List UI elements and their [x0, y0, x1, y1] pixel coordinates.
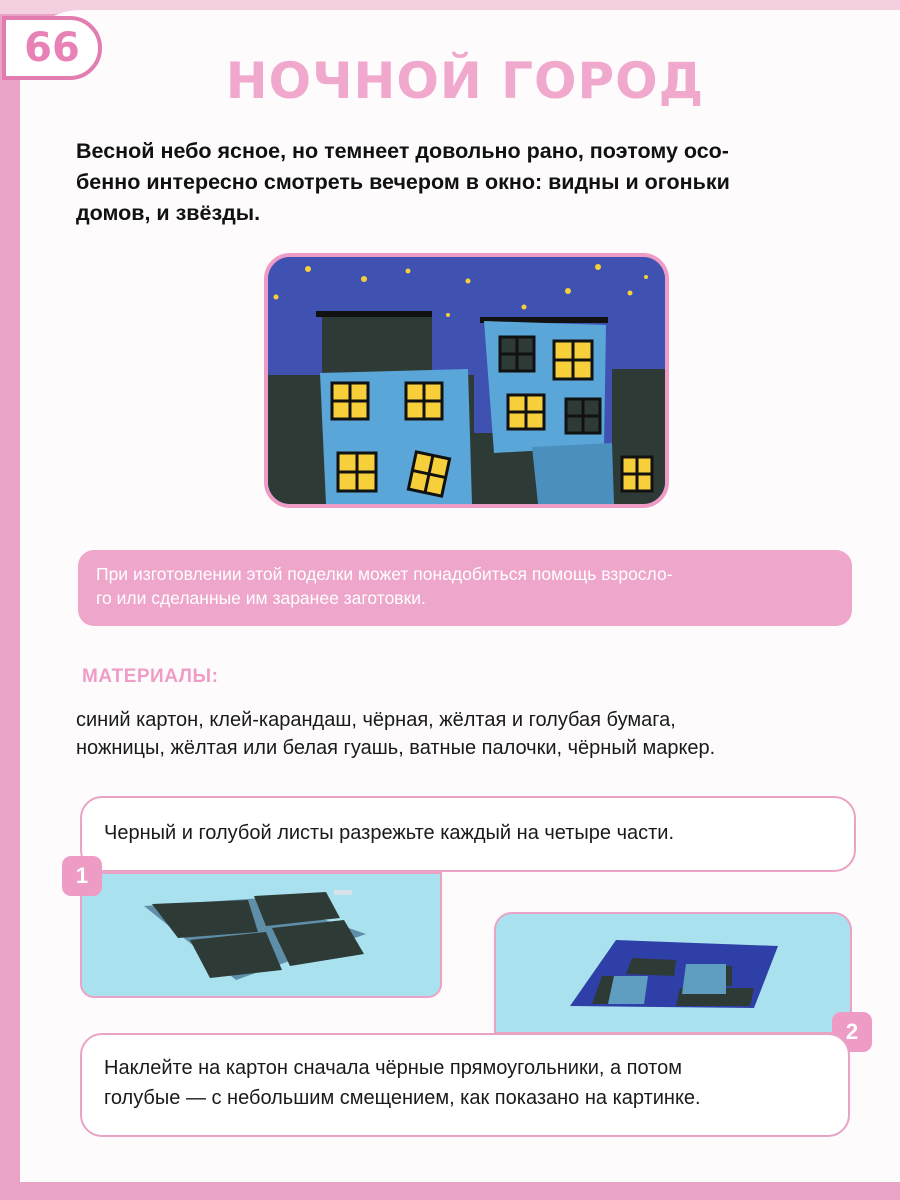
step-1-svg — [82, 874, 440, 996]
step-1-badge: 1 — [62, 856, 102, 896]
intro-line: домов, и звёзды. — [76, 201, 261, 225]
blue-piece — [608, 976, 648, 1004]
star — [406, 269, 411, 274]
star — [644, 275, 648, 279]
night-city-illustration — [264, 253, 669, 508]
adult-help-note — [78, 550, 852, 626]
step-2-line: голубые — с небольшим смещением, как показано на картинке. — [104, 1087, 701, 1109]
step-2-photo — [494, 912, 852, 1034]
note-line: го или сделанные им заранее заготовки. — [96, 588, 426, 608]
star — [565, 288, 571, 294]
night-city-svg — [268, 257, 665, 504]
step-1-text: Черный и голубой листы разрежьте каждый на четыре части. — [104, 822, 675, 844]
blue-piece — [682, 964, 726, 994]
step-2-line: Наклейте на картон сначала чёрные прямоугольники, а потом — [104, 1057, 682, 1079]
step-2-badge: 2 — [832, 1012, 872, 1052]
intro-paragraph — [76, 136, 856, 229]
star — [446, 313, 450, 317]
star — [595, 264, 601, 270]
star — [361, 276, 367, 282]
blue-building-lower — [532, 443, 614, 504]
intro-line: бенно интересно смотреть вечером в окно: видны и огоньки — [76, 170, 730, 194]
note-line: При изготовлении этой поделки может понадобиться помощь взросло- — [96, 564, 673, 584]
materials-line: синий картон, клей-карандаш, чёрная, жёлтая и голубая бумага, — [76, 709, 676, 731]
star — [628, 291, 633, 296]
black-piece — [626, 958, 676, 976]
materials-list — [76, 706, 866, 762]
scissors — [334, 890, 352, 895]
step-1-photo — [80, 872, 442, 998]
step-2-instruction — [80, 1033, 850, 1137]
materials-heading: МАТЕРИАЛЫ: — [82, 666, 219, 687]
intro-line: Весной небо ясное, но темнеет довольно рано, поэтому осо- — [76, 139, 729, 163]
page-title: НОЧНОЙ ГОРОД — [225, 52, 705, 110]
star — [466, 279, 471, 284]
step-2-svg — [496, 914, 850, 1032]
step-1-instruction — [80, 796, 856, 872]
roof-edge — [316, 311, 432, 317]
star — [305, 266, 311, 272]
star — [522, 305, 527, 310]
page-number: 66 — [2, 16, 102, 80]
materials-line: ножницы, жёлтая или белая гуашь, ватные палочки, чёрный маркер. — [76, 737, 716, 759]
star — [274, 295, 279, 300]
